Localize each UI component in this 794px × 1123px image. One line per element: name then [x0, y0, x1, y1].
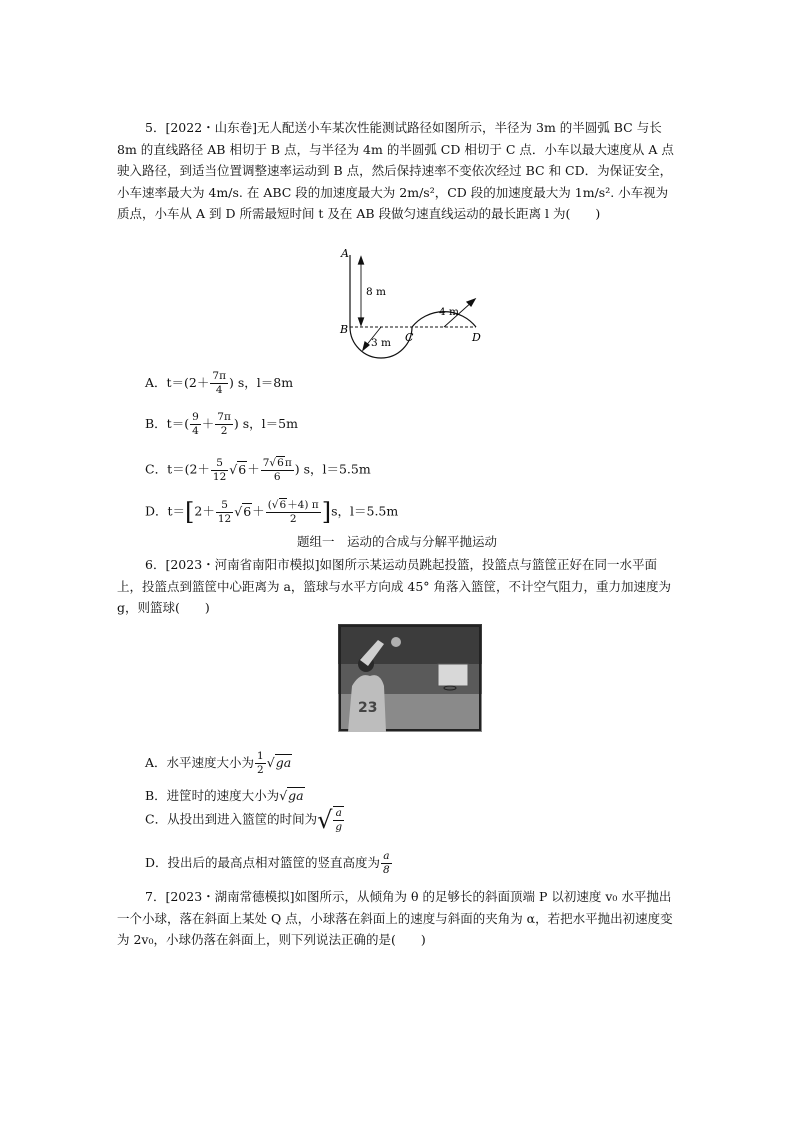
q6-opt-b-rad: ga [288, 788, 304, 803]
opt-c-frac2-num [261, 456, 294, 471]
label-3m: 3 m [371, 337, 391, 349]
opt-b-post: ) s，l＝5m [233, 416, 298, 431]
jersey-number: 23 [358, 700, 378, 716]
q6-opt-a-num: 1 [257, 750, 264, 762]
section-title: 题组一 运动的合成与分解平抛运动 [296, 534, 497, 549]
opt-d-post: s，l＝5.5m [331, 503, 399, 519]
opt-d-n2-radical [272, 499, 279, 511]
opt-d-radical [234, 504, 242, 519]
opt-d-d1: 12 [217, 512, 232, 525]
photo-arena-top [338, 624, 482, 664]
opt-d-frac1 [216, 499, 233, 526]
q6-opt-a-rad: ga [275, 755, 292, 770]
label-4m: 4 m [439, 306, 459, 318]
question-5-text: 5．[2022・山东卷]无人配送小车某次性能测试路径如图所示，半径为 3m 的半圆弧 BC 与长 8m 的直线路径 AB 相切于 B 点，与半径为 4m 的半圆弧 CD 相切于 C 点．小车以最大速度从 A 点驶入路径，到适当位置调整速率运动到 B 点，然后保持速率不变依次经过 BC 和 CD．为保证安全，小车速率最大为 4m/s. 在 ABC 段的加速度最大为 2m/s²，CD 段的加速度最大为 1m/s². 小车视为质点，小车从 A 到 D 所需最短时间 t 及在 AB 段做匀速直线运动的最长距离 l 为( ) [117, 120, 674, 221]
opt-c-d2: 6 [273, 471, 281, 483]
opt-a-den: 4 [215, 384, 223, 396]
opt-a-frac [210, 370, 228, 397]
ab-dim-arrow-bottom [359, 318, 364, 325]
q6-opt-c-den: g [335, 821, 343, 833]
opt-d-plus: ＋ [252, 503, 265, 519]
label-d: D [472, 331, 481, 344]
backboard [438, 664, 468, 686]
opt-c-frac2 [261, 456, 294, 484]
q6-option-d[interactable] [145, 850, 393, 877]
opt-b-n2: 7π [217, 411, 231, 423]
q6-opt-a-radical [267, 755, 275, 770]
opt-c-n2r: 6 [277, 457, 284, 469]
q5-option-b[interactable] [145, 411, 298, 438]
q6-opt-b-pre: B．进筐时的速度大小为 [145, 788, 280, 803]
q5-track-figure [335, 245, 495, 360]
opt-d-n2r: 6 [279, 499, 287, 511]
opt-d-rbracket: ] [321, 498, 332, 526]
opt-b-d2: 2 [220, 425, 228, 437]
label-a: A [341, 247, 349, 260]
q6-opt-c-radical: √ [317, 806, 333, 834]
label-8m: 8 m [366, 286, 386, 298]
q6-option-b[interactable] [145, 786, 305, 804]
opt-b-frac2 [215, 411, 233, 438]
opt-b-n1: 9 [192, 411, 199, 423]
opt-d-n2a: ( [267, 499, 272, 511]
opt-c-plus: ＋ [247, 461, 260, 477]
q6-opt-c-num: a [333, 807, 344, 821]
q6-opt-a-den: 2 [257, 764, 264, 776]
q5-option-c[interactable] [145, 456, 371, 484]
q6-opt-d-frac [381, 850, 392, 877]
opt-c-n2b: π [284, 457, 292, 469]
opt-d-n1: 5 [216, 499, 233, 513]
opt-c-pre: C．t＝(2＋ [145, 461, 210, 477]
opt-d-d2: 2 [289, 513, 297, 525]
opt-b-pre: B．t＝( [145, 416, 190, 431]
q6-opt-c-pre: C．从投出到进入篮筐的时间为 [145, 811, 318, 827]
opt-d-frac2 [266, 498, 321, 526]
question-6-text: 6．[2023・河南省南阳市模拟]如图所示某运动员跳起投篮，投篮点与篮筐正好在同一水平面上，投篮点到篮筐中心距离为 a，篮球与水平方向成 45° 角落入篮筐，不计空气阻力，重力加速度为 g，则篮球( ) [117, 557, 672, 615]
q6-option-c[interactable] [145, 806, 345, 834]
opt-c-n2a: 7 [262, 457, 270, 469]
opt-b-mid: ＋ [201, 416, 215, 431]
opt-c-d1: 12 [212, 470, 227, 483]
opt-c-n2-radical [269, 457, 276, 469]
q6-opt-d-pre: D．投出后的最高点相对篮筐的竖直高度为 [145, 855, 381, 870]
label-b: B [340, 323, 349, 336]
basketball-photo [338, 624, 482, 732]
q6-opt-d-num: a [381, 850, 392, 864]
opt-b-frac1 [190, 411, 201, 438]
opt-d-lbracket: [ [185, 498, 195, 526]
opt-c-n1: 5 [211, 457, 228, 471]
q5-option-d[interactable] [145, 498, 398, 526]
label-c: C [405, 331, 414, 344]
q6-opt-b-radical [279, 788, 287, 803]
opt-a-pre: A．t＝(2＋ [145, 375, 210, 390]
q6-option-a[interactable] [145, 750, 292, 777]
opt-a-num: 7π [212, 370, 226, 382]
q6-opt-a-frac [255, 750, 266, 777]
q5-option-a[interactable] [145, 370, 293, 397]
opt-a-post: ) s，l＝8m [228, 375, 294, 390]
opt-c-post: ) s，l＝5.5m [294, 461, 371, 477]
opt-c-frac1 [211, 457, 228, 484]
question-7-text: 7．[2023・湖南常德模拟]如图所示，从倾角为 θ 的足够长的斜面顶端 P 以初速度 v₀ 水平抛出一个小球，落在斜面上某处 Q 点，小球落在斜面上的速度与斜面的夹角为 α，若把水平抛出初速度变为 2v₀，小球仍落在斜面上，则下列说法正确的是( ) [117, 889, 673, 947]
ball [391, 637, 401, 647]
opt-d-n2b: ＋4) π [287, 499, 319, 511]
q6-opt-a-pre: A．水平速度大小为 [145, 755, 255, 770]
q6-opt-d-den: 8 [383, 864, 390, 876]
opt-c-radical [229, 462, 237, 477]
opt-d-r1: 6 [243, 503, 252, 519]
ab-dim-arrow-top [359, 257, 364, 264]
opt-b-d1: 4 [192, 425, 199, 437]
opt-d-pre: D．t＝ [145, 503, 186, 519]
opt-d-two: 2＋ [194, 503, 215, 519]
opt-d-frac2-num [266, 498, 321, 513]
opt-c-r1: 6 [238, 461, 247, 477]
q6-opt-c-frac [333, 806, 344, 834]
